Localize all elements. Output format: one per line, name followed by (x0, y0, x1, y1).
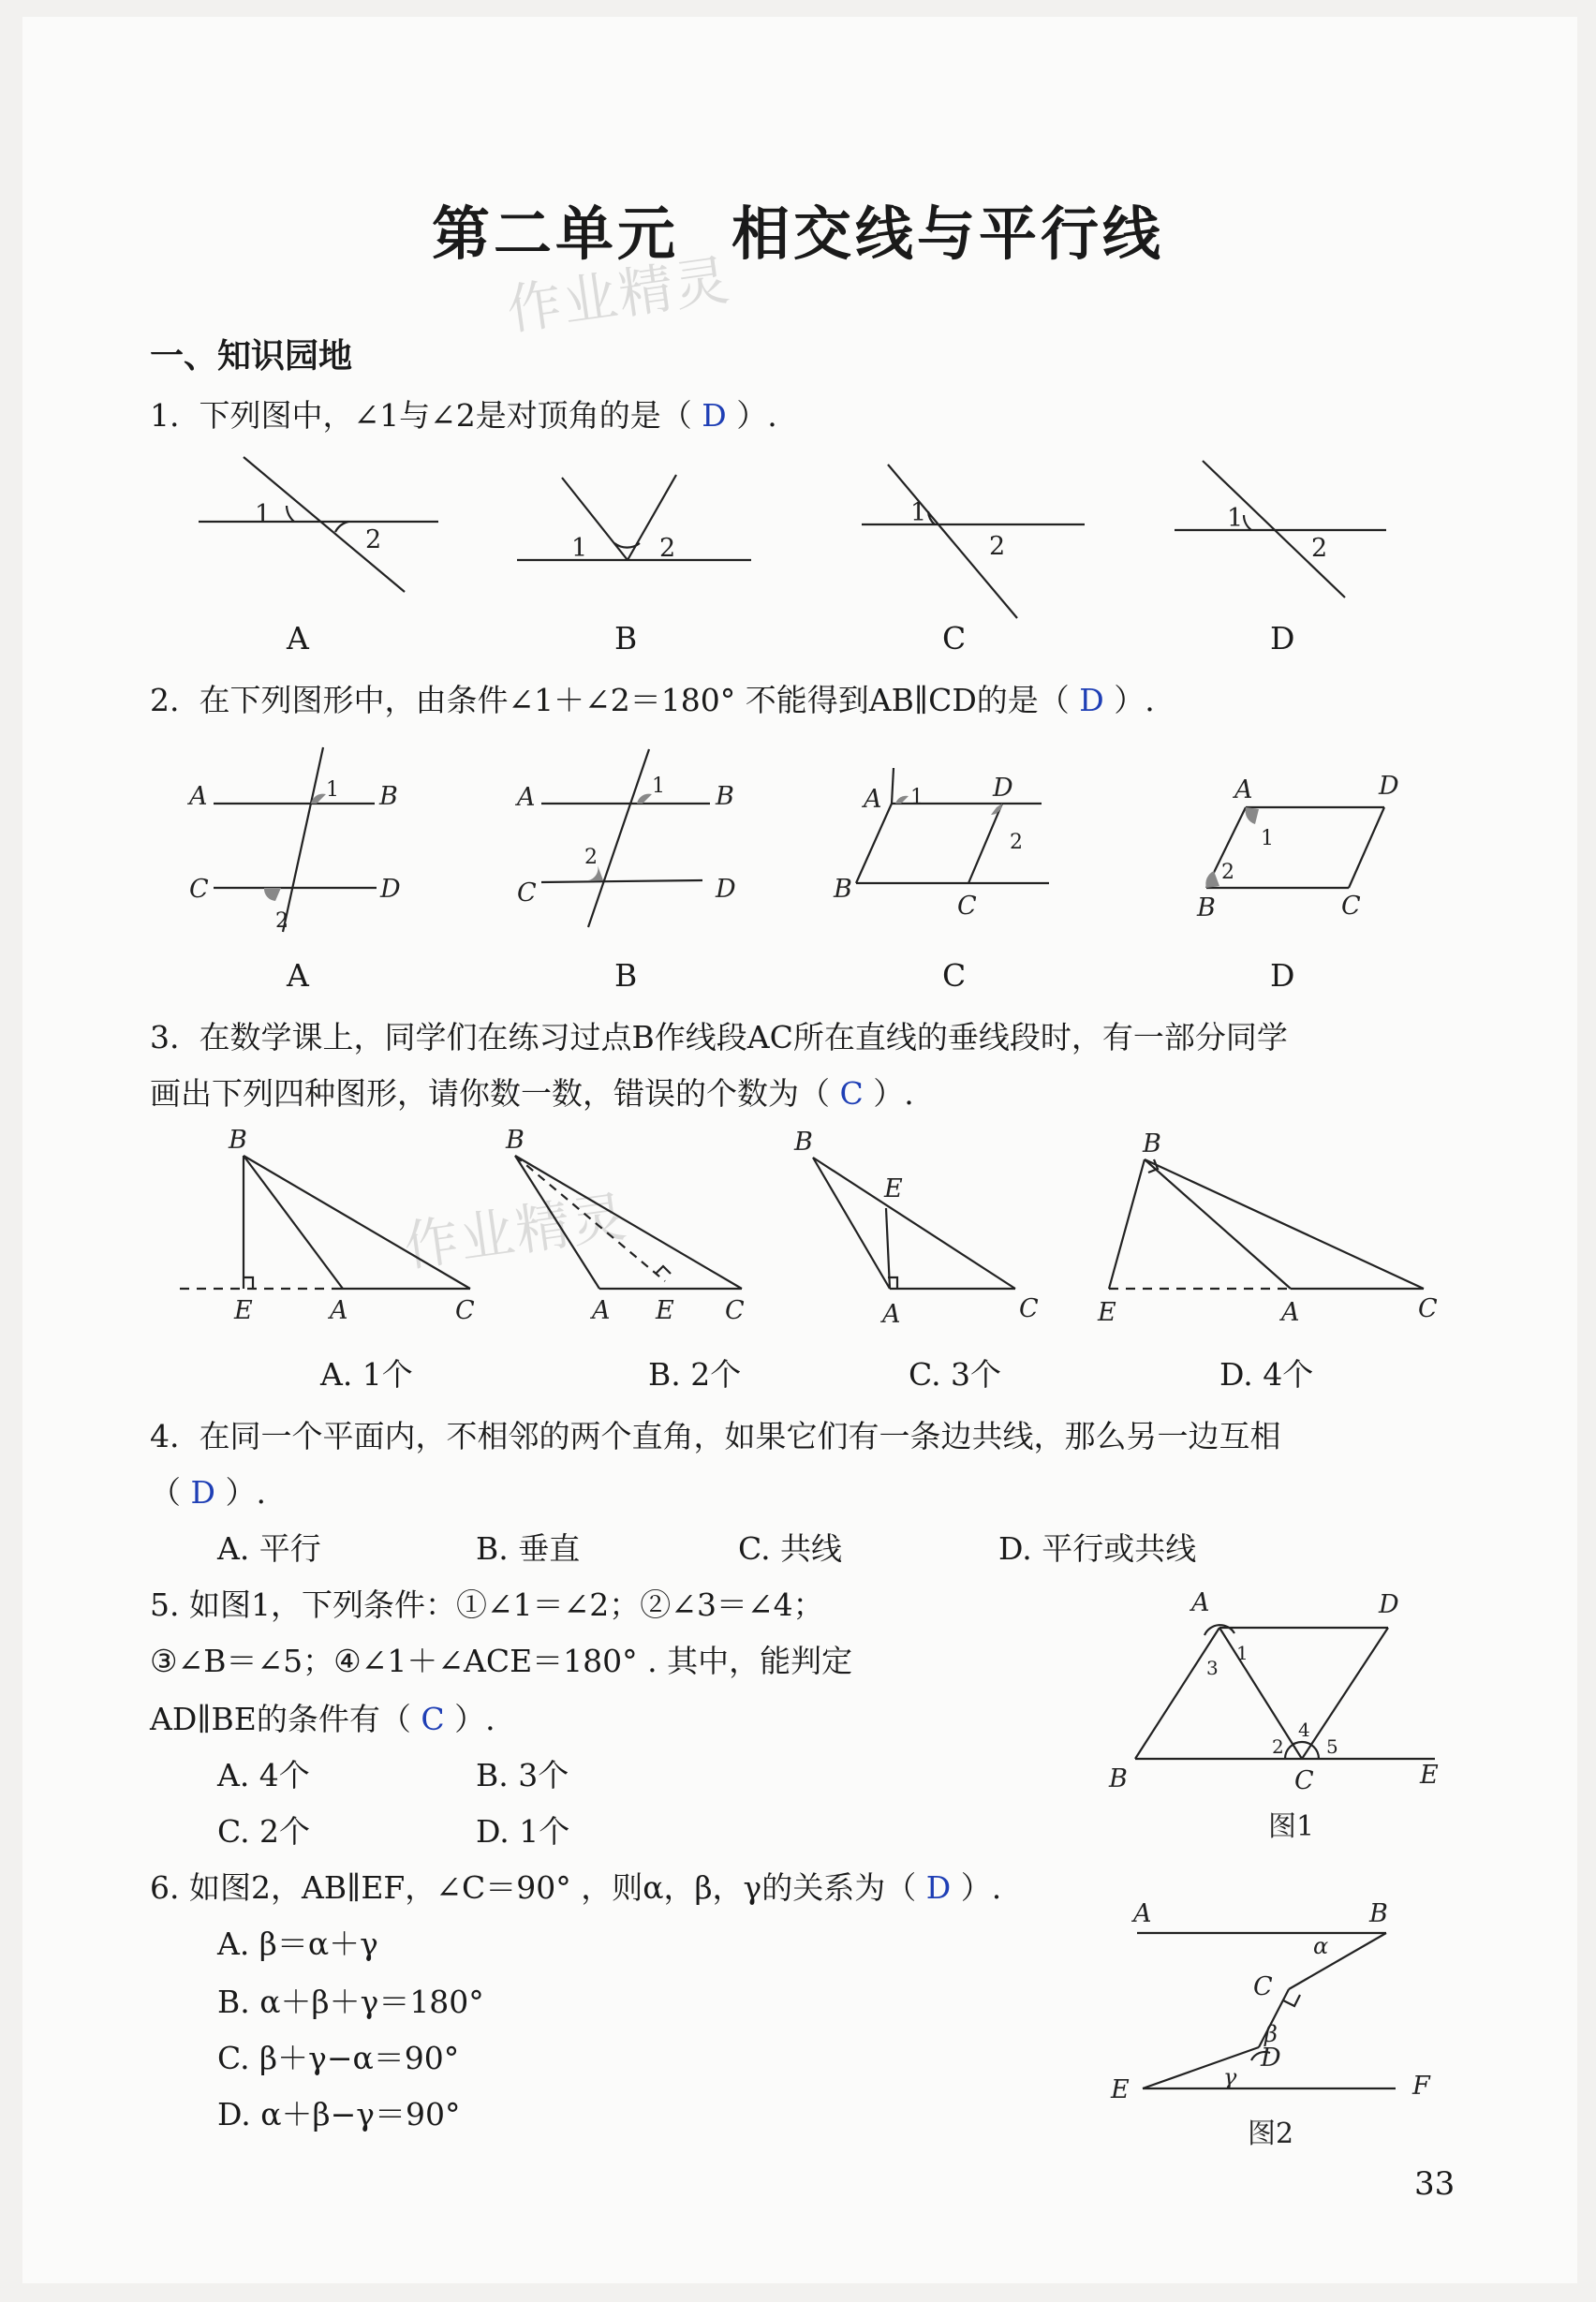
svg-text:C: C (725, 1296, 745, 1325)
svg-text:4: 4 (1298, 1719, 1310, 1741)
svg-text:D: D (1379, 1590, 1399, 1619)
svg-text:1: 1 (1227, 504, 1244, 533)
svg-text:E: E (234, 1296, 253, 1325)
svg-text:2: 2 (989, 532, 1006, 561)
svg-text:A: A (864, 785, 882, 814)
svg-text:C: C (517, 878, 537, 908)
svg-text:1: 1 (910, 498, 927, 527)
answer: D (1079, 682, 1104, 718)
svg-text:A: A (592, 1296, 611, 1325)
answer: C (839, 1075, 864, 1112)
svg-text:A: A (1133, 1899, 1152, 1928)
svg-text:E: E (1111, 2075, 1130, 2104)
q6-option-a: A. β＝α＋γ (217, 1926, 378, 1962)
svg-text:2: 2 (584, 846, 598, 869)
svg-text:C: C (1418, 1294, 1438, 1323)
svg-text:C: C (1019, 1294, 1039, 1323)
svg-text:A: A (1191, 1588, 1210, 1617)
svg-text:B: B (229, 1126, 247, 1155)
svg-text:1: 1 (652, 775, 665, 798)
q6-option-c: C. β＋γ−α＝90° (217, 2040, 460, 2076)
svg-text:1: 1 (910, 786, 924, 809)
svg-text:C: C (1294, 1766, 1314, 1795)
answer: D (190, 1474, 215, 1511)
svg-text:E: E (1098, 1298, 1116, 1327)
svg-text:C: C (1341, 892, 1361, 921)
section-heading: 一、知识园地 (150, 337, 353, 376)
question-5-line-3: AD∥BE的条件有（ C ）. (150, 1701, 495, 1737)
svg-text:D: D (1379, 772, 1399, 801)
answer: D (702, 397, 727, 434)
svg-text:C: C (455, 1296, 475, 1325)
svg-text:B: B (834, 875, 852, 904)
q3-option-c: C. 3个 (909, 1356, 1002, 1393)
svg-text:C: C (957, 892, 977, 921)
svg-text:D: D (716, 875, 736, 904)
svg-text:B: B (1197, 893, 1216, 922)
q1-figures (187, 450, 1405, 609)
svg-text:2: 2 (1010, 831, 1023, 854)
q3-option-a: A. 1个 (320, 1356, 413, 1393)
q3-option-b: B. 2个 (648, 1356, 742, 1393)
q2-label-d: D (1270, 957, 1295, 994)
svg-text:A: A (1281, 1298, 1300, 1327)
question-2: 2. 在下列图形中，由条件∠1＋∠2＝180° 不能得到AB∥CD的是（ D ）. (150, 682, 1155, 718)
q1-label-d: D (1270, 620, 1295, 657)
q5-option-a: A. 4个 (217, 1757, 310, 1793)
page-title: 第二单元 相交线与平行线 (431, 199, 1165, 268)
svg-text:A: A (517, 783, 536, 812)
svg-text:2: 2 (1311, 534, 1328, 563)
question-3-line-1: 3. 在数学课上，同学们在练习过点B作线段AC所在直线的垂线段时，有一部分同学 (150, 1019, 1288, 1055)
q5-figure (1096, 1583, 1452, 1854)
svg-text:3: 3 (1206, 1657, 1219, 1679)
q6-option-d: D. α＋β−γ＝90° (217, 2096, 461, 2132)
q1-label-c: C (942, 620, 967, 657)
svg-text:B: B (1109, 1764, 1128, 1793)
question-4-line-2: （ D ）. (150, 1474, 266, 1511)
svg-text:1: 1 (1236, 1642, 1249, 1664)
q4-option-d: D. 平行或共线 (998, 1530, 1197, 1567)
answer: D (925, 1869, 952, 1906)
svg-text:B: B (1143, 1129, 1161, 1158)
svg-text:1: 1 (571, 534, 588, 563)
svg-text:E: E (884, 1174, 903, 1203)
q2-label-c: C (942, 957, 967, 994)
svg-text:A: A (189, 782, 208, 811)
watermark: 作业精灵 (400, 1184, 632, 1279)
q3-figures (169, 1124, 1461, 1339)
q1-label-b: B (614, 620, 638, 657)
svg-text:B: B (379, 782, 398, 811)
svg-text:α: α (1313, 1933, 1329, 1959)
q2-label-b: B (614, 957, 638, 994)
question-5-line-1: 5. 如图1，下列条件：①∠1＝∠2；②∠3＝∠4； (150, 1586, 824, 1623)
q4-option-b: B. 垂直 (476, 1530, 581, 1567)
question-5-line-2: ③∠B＝∠5；④∠1＋∠ACE＝180° . 其中，能判定 (150, 1643, 853, 1679)
svg-text:2: 2 (275, 909, 288, 933)
q2-label-a: A (287, 957, 309, 994)
svg-text:1: 1 (255, 500, 272, 529)
svg-text:2: 2 (659, 534, 676, 563)
svg-text:2: 2 (1221, 861, 1234, 884)
svg-text:E: E (656, 1296, 674, 1325)
q5-option-b: B. 3个 (476, 1757, 569, 1793)
question-3-line-2: 画出下列四种图形，请你数一数，错误的个数为（ C ）. (150, 1075, 914, 1112)
q3-option-d: D. 4个 (1219, 1356, 1314, 1393)
svg-text:B: B (716, 782, 734, 811)
svg-text:E: E (1420, 1761, 1439, 1790)
svg-text:C: C (1253, 1972, 1273, 2001)
svg-text:图1: 图1 (1268, 1810, 1315, 1843)
q4-option-a: A. 平行 (217, 1530, 321, 1567)
watermark: 作业精灵 (503, 247, 735, 343)
svg-text:F: F (1412, 2072, 1430, 2101)
svg-text:A: A (1234, 775, 1253, 804)
svg-text:B: B (506, 1126, 525, 1155)
question-1: 1. 下列图中，∠1与∠2是对顶角的是（ D ）. (150, 397, 777, 434)
page-number: 33 (1414, 2165, 1456, 2203)
q6-option-b: B. α＋β＋γ＝180° (217, 1984, 484, 2020)
svg-text:D: D (993, 774, 1013, 803)
svg-text:C: C (189, 875, 209, 904)
svg-text:1: 1 (1261, 827, 1274, 850)
svg-text:图2: 图2 (1248, 2118, 1294, 2150)
question-4-line-1: 4. 在同一个平面内，不相邻的两个直角，如果它们有一条边共线，那么另一边互相 (150, 1418, 1281, 1454)
svg-text:1: 1 (326, 778, 339, 802)
svg-text:2: 2 (365, 525, 382, 554)
svg-text:A: A (882, 1300, 901, 1329)
answer: C (421, 1701, 445, 1737)
svg-text:γ: γ (1223, 2064, 1237, 2090)
svg-text:β: β (1264, 2021, 1278, 2047)
svg-text:B: B (794, 1128, 813, 1157)
svg-text:2: 2 (1272, 1735, 1284, 1758)
svg-text:5: 5 (1326, 1735, 1338, 1758)
q1-label-a: A (287, 620, 309, 657)
svg-text:D: D (1261, 2044, 1281, 2073)
svg-text:A: A (330, 1296, 348, 1325)
question-6: 6. 如图2，AB∥EF，∠C＝90° ，则α，β，γ的关系为（ D ）. (150, 1869, 1002, 1906)
q4-option-c: C. 共线 (738, 1530, 843, 1567)
svg-text:D: D (380, 875, 401, 904)
svg-text:B: B (1369, 1899, 1388, 1928)
q5-option-d: D. 1个 (476, 1813, 570, 1850)
q5-option-c: C. 2个 (217, 1813, 311, 1850)
q2-figures (178, 740, 1424, 946)
q6-figure (1105, 1886, 1452, 2167)
